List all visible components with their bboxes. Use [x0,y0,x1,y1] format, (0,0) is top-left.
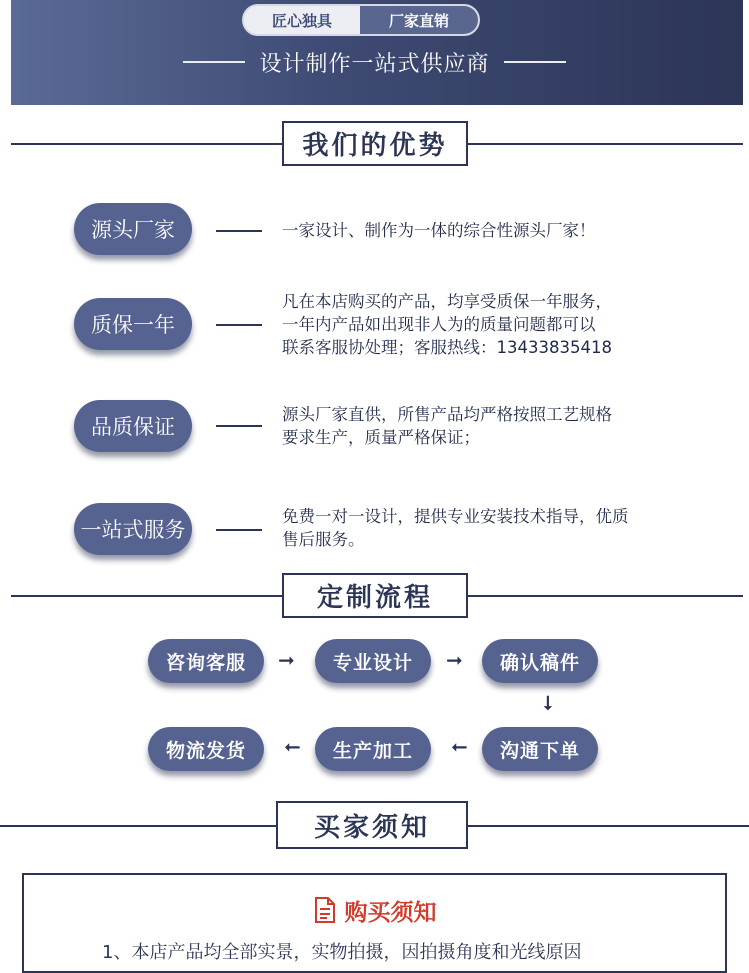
process-step-order: 沟通下单 [482,727,598,771]
advantage-label-one-stop: 一站式服务 [74,503,192,555]
buyer-notice-title: 买家须知 [276,801,468,849]
document-icon [313,896,337,924]
banner-divider-left [183,61,245,63]
advantage-label-warranty: 质保一年 [74,298,192,350]
notice-line-1: 1、本店产品均全部实景，实物拍摄，因拍摄角度和光线原因 [102,942,582,963]
advantage-text-source-factory: 一家设计、制作为一体的综合性源头厂家！ [282,221,596,240]
arrow-right-icon: ➞ [278,648,295,672]
banner-tag-left: 匠心独具 [244,6,360,34]
process-step-consult: 咨询客服 [148,639,264,683]
notice-box-title-row [0,895,749,925]
process-step-confirm: 确认稿件 [482,639,598,683]
advantage-label-source-factory: 源头厂家 [74,203,192,255]
advantages-title: 我们的优势 [282,121,468,166]
notice-box-title: 购买须知 [344,899,437,926]
advantage-label-quality: 品质保证 [74,400,192,452]
banner-divider-right [504,61,566,63]
arrow-right-icon: ➞ [446,648,463,672]
banner-tag-right: 厂家直销 [360,6,478,34]
banner-tag-pill [242,4,480,36]
advantage-connector [216,324,262,326]
process-title: 定制流程 [282,573,468,618]
arrow-left-icon: ➞ [451,736,468,760]
advantage-text-warranty: 凡在本店购买的产品，均享受质保一年服务， 一年内产品如出现非人为的质量问题都可以 联系客服协处理；客服热线：13433835418 [282,292,612,357]
advantage-connector [216,230,262,232]
advantage-connector [216,425,262,427]
process-step-design: 专业设计 [315,639,431,683]
banner-subtitle: 设计制作一站式供应商 [259,51,490,77]
arrow-left-icon: ➞ [284,736,301,760]
advantage-text-one-stop: 免费一对一设计，提供专业安装技术指导，优质 售后服务。 [282,507,629,549]
process-step-production: 生产加工 [315,727,431,771]
advantage-connector [216,529,262,531]
arrow-down-icon: ➞ [536,694,561,712]
advantage-text-quality: 源头厂家直供，所售产品均严格按照工艺规格 要求生产，质量严格保证； [282,405,612,447]
process-step-shipping: 物流发货 [148,727,264,771]
banner-subtitle-row [0,44,749,80]
